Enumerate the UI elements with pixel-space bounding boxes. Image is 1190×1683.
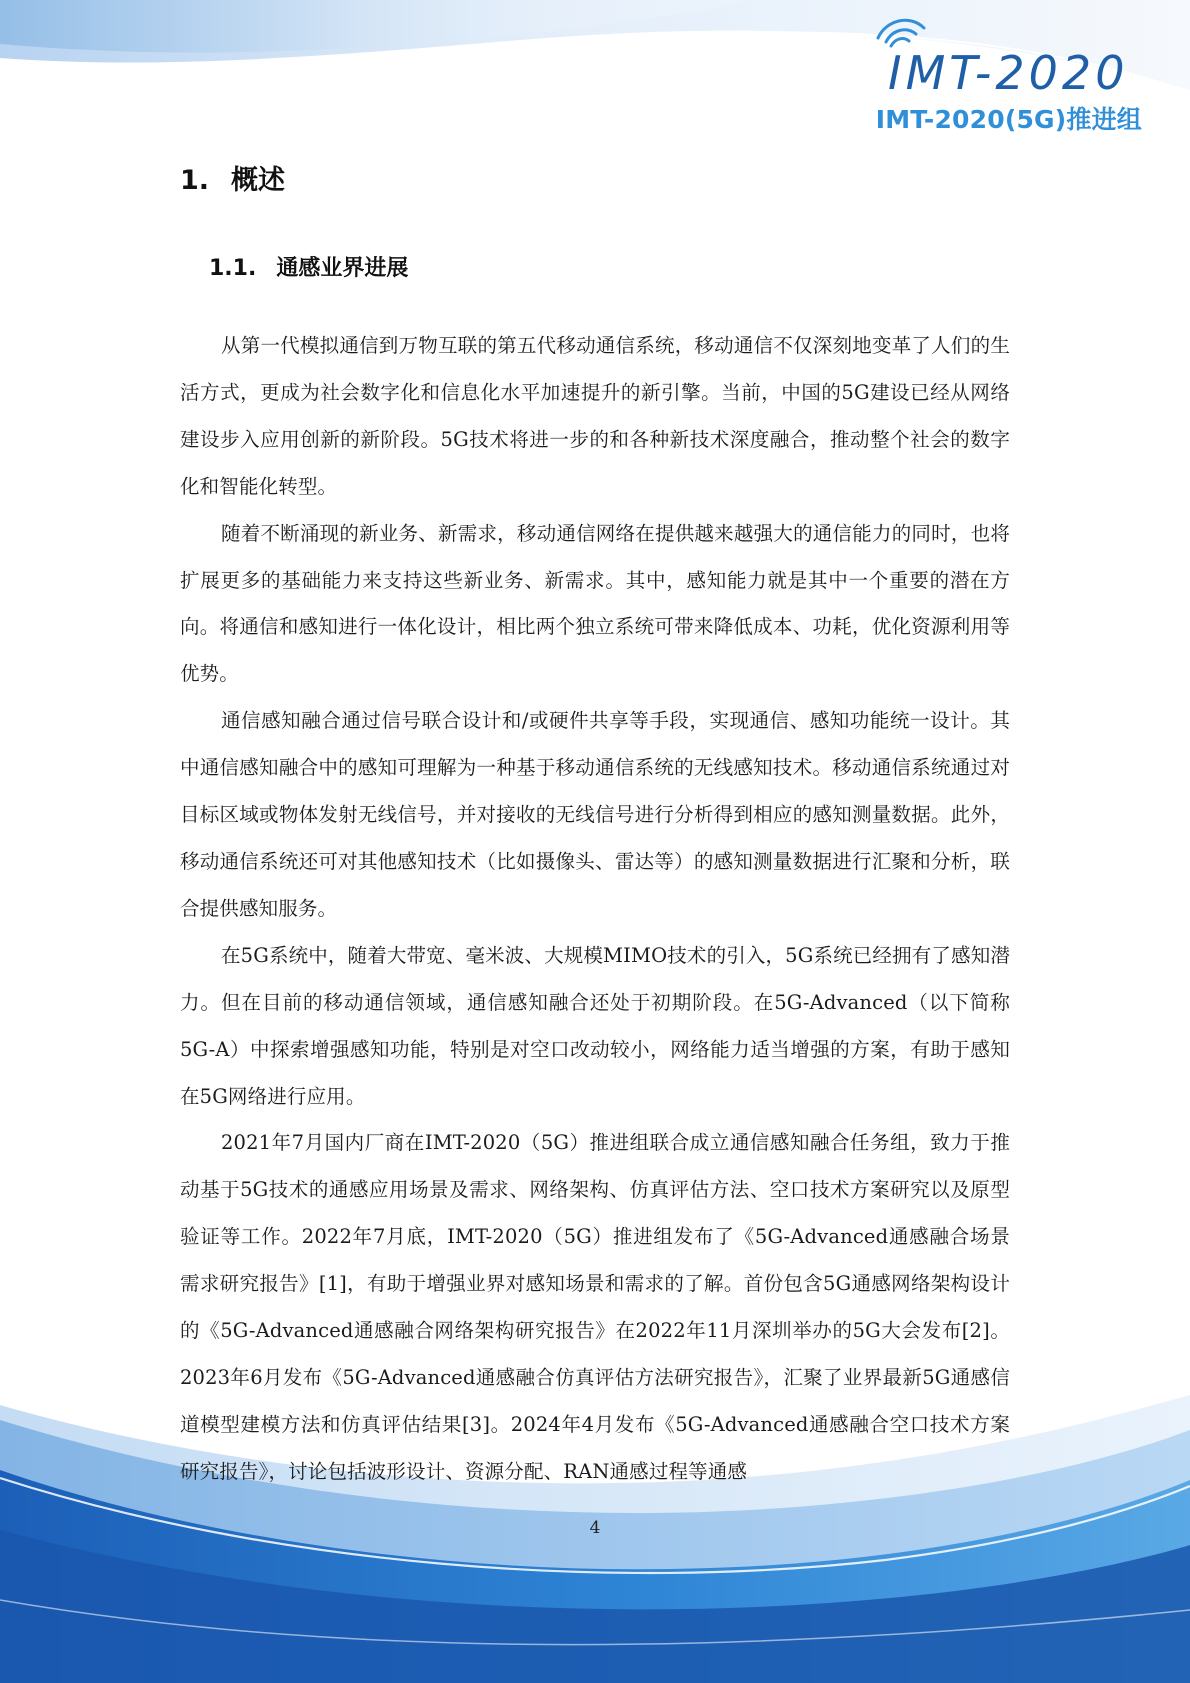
organization-name: IMT-2020(5G)推进组 — [875, 105, 1142, 134]
subsection-number: 1.1. — [209, 256, 257, 281]
paragraph: 从第一代模拟通信到万物互联的第五代移动通信系统，移动通信不仅深刻地变革了人们的生活方式，更成为社会数字化和信息化水平加速提升的新引擎。当前，中国的5G建设已经从网络建设步入应用创新的新阶段。5G技术将进一步的和各种新技术深度融合，推动整个社会的数字化和智能化转型。 — [180, 334, 1010, 498]
imt2020-logo-mark — [870, 14, 1170, 104]
section-heading — [180, 158, 285, 197]
section-number: 1. — [180, 165, 210, 196]
imt2020-logo — [870, 14, 1170, 134]
page-number: 4 — [589, 1518, 601, 1538]
body-text — [180, 323, 1010, 1496]
subsection-title: 通感业界进展 — [276, 256, 409, 281]
paragraph: 随着不断涌现的新业务、新需求，移动通信网络在提供越来越强大的通信能力的同时，也将扩展更多的基础能力来支持这些新业务、新需求。其中，感知能力就是其中一个重要的潜在方向。将通信和感知进行一体化设计，相比两个独立系统可带来降低成本、功耗，优化资源利用等优势。 — [180, 521, 1010, 686]
logo-mark-text: IMT-2020 — [888, 46, 1129, 100]
section-title: 概述 — [231, 165, 286, 196]
paragraph: 通信感知融合通过信号联合设计和/或硬件共享等手段，实现通信、感知功能统一设计。其中通信感知融合中的感知可理解为一种基于移动通信系统的无线感知技术。移动通信系统通过对目标区域或物体发射无线信号，并对接收的无线信号进行分析得到相应的感知测量数据。此外，移动通信系统还可对其他感知技术（比如摄像头、雷达等）的感知测量数据进行汇聚和分析，联合提供感知服务。 — [180, 709, 1010, 920]
paragraph: 2021年7月国内厂商在IMT-2020（5G）推进组联合成立通信感知融合任务组，致力于推动基于5G技术的通感应用场景及需求、网络架构、仿真评估方法、空口技术方案研究以及原型验证等工作。2022年7月底，IMT-2020（5G）推进组发布了《5G-Advanced通感融合场景需求研究报告》[1]，有助于增强业界对感知场景和需求的了解。首份包含5G通感网络架构设计的《5G-Advanced通感融合网络架构研究报告》在2022年11月深圳举办的5G大会发布[2]。2023年6月发布《5G-Advanced通感融合仿真评估方法研究报告》，汇聚了业界最新5G通感信道模型建模方法和仿真评估结果[3]。2024年4月发布《5G-Advanced通感融合空口技术方案研究报告》，讨论包括波形设计、资源分配、RAN通感过程等通感 — [180, 1131, 1010, 1483]
paragraph: 在5G系统中，随着大带宽、毫米波、大规模MIMO技术的引入，5G系统已经拥有了感知潜力。但在目前的移动通信领域，通信感知融合还处于初期阶段。在5G-Advanced（以下简称5G-A）中探索增强感知功能，特别是对空口改动较小，网络能力适当增强的方案，有助于感知在5G网络进行应用。 — [180, 943, 1010, 1108]
subsection-heading — [209, 251, 408, 282]
